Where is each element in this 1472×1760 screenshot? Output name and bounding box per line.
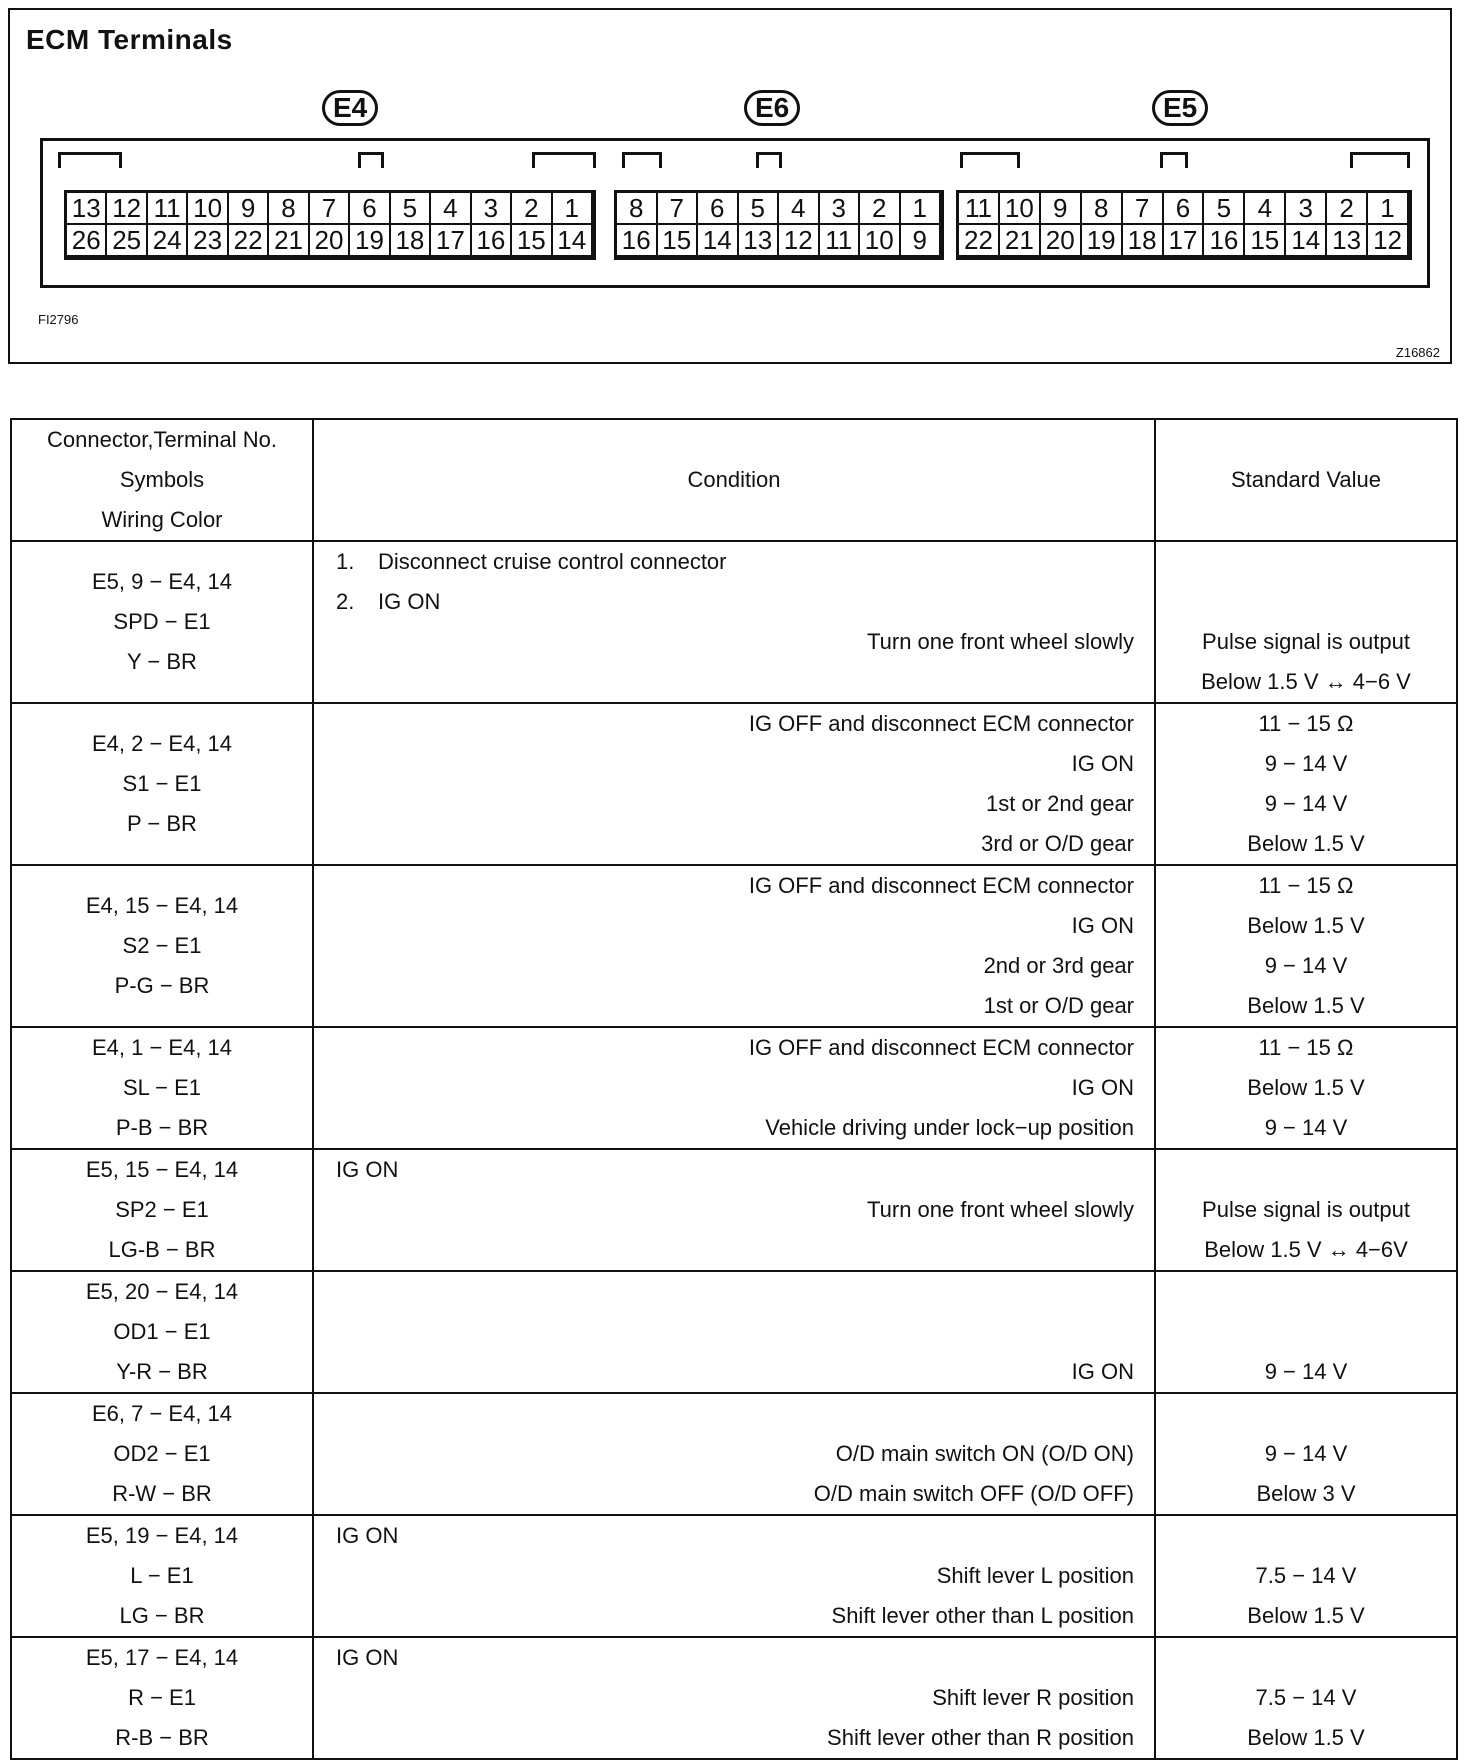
terminal-pin: 16 xyxy=(617,225,658,257)
connector-label-e6: E6 xyxy=(744,90,800,126)
standard-value-line: Below 1.5 V ↔ 4−6V xyxy=(1204,1237,1408,1262)
standard-value-line: 9 − 14 V xyxy=(1264,1441,1348,1466)
table-row xyxy=(11,1637,1457,1759)
condition-line: Shift lever L position xyxy=(936,1563,1134,1588)
terminal-line: E4, 1 − E4, 14 xyxy=(91,1035,233,1060)
condition-line: 2nd or 3rd gear xyxy=(983,953,1134,978)
connector-label-e4: E4 xyxy=(322,90,378,126)
terminal-pin: 11 xyxy=(959,193,1000,225)
standard-value-cell xyxy=(1155,1515,1457,1637)
figure-code-secondary: Z16862 xyxy=(1395,345,1440,360)
standard-value-line: Below 1.5 V xyxy=(1247,1603,1365,1628)
table-row xyxy=(11,1515,1457,1637)
terminal-pin: 13 xyxy=(67,193,107,225)
terminal-line: E5, 15 − E4, 14 xyxy=(85,1157,239,1182)
terminal-pin: 13 xyxy=(1327,225,1368,257)
standard-value-line: Pulse signal is output xyxy=(1202,629,1410,654)
terminal-pin: 14 xyxy=(698,225,739,257)
terminal-pin: 4 xyxy=(779,193,820,225)
condition-cell xyxy=(313,703,1155,865)
terminal-line: SP2 − E1 xyxy=(115,1197,209,1222)
step-number: 2. xyxy=(336,589,355,614)
terminal-pin: 13 xyxy=(739,225,780,257)
standard-value-cell xyxy=(1155,541,1457,703)
terminal-inspection-table xyxy=(10,418,1458,1760)
terminal-pin: 4 xyxy=(1245,193,1286,225)
terminal-pin: 10 xyxy=(860,225,901,257)
terminal-pin: 4 xyxy=(431,193,471,225)
terminal-line: LG − BR xyxy=(119,1603,205,1628)
table-row xyxy=(11,1271,1457,1393)
terminal-line: R − E1 xyxy=(128,1685,196,1710)
terminal-line: E5, 20 − E4, 14 xyxy=(85,1279,239,1304)
condition-cell xyxy=(313,1637,1155,1759)
condition-line: O/D main switch ON (O/D ON) xyxy=(835,1441,1134,1466)
condition-line: IG ON xyxy=(1071,1359,1134,1384)
terminal-line: R-B − BR xyxy=(115,1725,209,1750)
terminal-pin: 7 xyxy=(658,193,699,225)
condition-step xyxy=(314,1516,1154,1556)
table-header-row xyxy=(11,419,1457,541)
standard-value-line: 9 − 14 V xyxy=(1264,751,1348,776)
step-text: IG ON xyxy=(378,589,441,614)
standard-value-line: 11 − 15 Ω xyxy=(1258,873,1354,898)
terminal-pin: 10 xyxy=(1000,193,1041,225)
standard-value-line: Pulse signal is output xyxy=(1202,1197,1410,1222)
terminal-pin: 17 xyxy=(431,225,471,257)
standard-value-line: 11 − 15 Ω xyxy=(1258,711,1354,736)
terminal-pin: 9 xyxy=(229,193,269,225)
header-condition: Condition xyxy=(313,419,1155,541)
terminal-line: SPD − E1 xyxy=(113,609,211,634)
terminal-cell xyxy=(11,1027,313,1149)
step-text: IG ON xyxy=(336,1645,399,1670)
terminal-pin: 14 xyxy=(553,225,593,257)
condition-line: Shift lever other than R position xyxy=(827,1725,1134,1750)
standard-value-line: 9 − 14 V xyxy=(1264,791,1348,816)
standard-value-line: 9 − 14 V xyxy=(1264,1359,1348,1384)
condition-line: 3rd or O/D gear xyxy=(981,831,1134,856)
standard-value-cell xyxy=(1155,1027,1457,1149)
terminal-pin: 7 xyxy=(1123,193,1164,225)
figure-code: FI2796 xyxy=(38,312,79,327)
terminal-cell xyxy=(11,1149,313,1271)
terminal-pin: 15 xyxy=(658,225,699,257)
terminal-pin: 3 xyxy=(820,193,861,225)
connector-key xyxy=(58,152,122,168)
terminal-line: OD2 − E1 xyxy=(113,1441,211,1466)
terminal-pin: 18 xyxy=(1123,225,1164,257)
terminal-cell xyxy=(11,1515,313,1637)
condition-cell xyxy=(313,1393,1155,1515)
header-terminal xyxy=(11,419,313,541)
terminal-pin: 8 xyxy=(269,193,309,225)
terminal-pin: 14 xyxy=(1286,225,1327,257)
terminal-pin: 19 xyxy=(1082,225,1123,257)
connector-key xyxy=(1160,152,1188,168)
table-row xyxy=(11,865,1457,1027)
terminal-line: E5, 17 − E4, 14 xyxy=(85,1645,239,1670)
standard-value-line: Below 1.5 V ↔ 4−6 V xyxy=(1201,669,1411,694)
standard-value-line: 11 − 15 Ω xyxy=(1258,1035,1354,1060)
standard-value-line: Below 1.5 V xyxy=(1247,1725,1365,1750)
terminal-line: LG-B − BR xyxy=(108,1237,216,1262)
standard-value-line: 9 − 14 V xyxy=(1264,953,1348,978)
terminal-pin: 21 xyxy=(269,225,309,257)
terminal-pin: 15 xyxy=(512,225,552,257)
terminal-pin: 18 xyxy=(391,225,431,257)
terminal-line: P-B − BR xyxy=(115,1115,209,1140)
standard-value-line: Below 1.5 V xyxy=(1247,993,1365,1018)
connector-key xyxy=(622,152,662,168)
terminal-pin: 2 xyxy=(1327,193,1368,225)
terminal-pin: 3 xyxy=(472,193,512,225)
terminal-line: Y-R − BR xyxy=(116,1359,208,1384)
connector-key xyxy=(756,152,782,168)
terminal-pin: 25 xyxy=(107,225,147,257)
table-row xyxy=(11,1393,1457,1515)
connector-key xyxy=(358,152,384,168)
condition-cell xyxy=(313,1149,1155,1271)
terminal-pin: 5 xyxy=(739,193,780,225)
terminal-pin: 3 xyxy=(1286,193,1327,225)
terminal-pin: 5 xyxy=(391,193,431,225)
terminal-pin: 12 xyxy=(1368,225,1409,257)
standard-value-cell xyxy=(1155,1637,1457,1759)
condition-cell xyxy=(313,1027,1155,1149)
terminal-cell xyxy=(11,1637,313,1759)
condition-cell xyxy=(313,1515,1155,1637)
step-text: IG ON xyxy=(336,1523,399,1548)
condition-line: Turn one front wheel slowly xyxy=(867,629,1134,654)
condition-step xyxy=(314,1150,1154,1190)
terminal-cell xyxy=(11,1393,313,1515)
condition-line: IG OFF and disconnect ECM connector xyxy=(748,1035,1134,1060)
terminal-pin: 6 xyxy=(698,193,739,225)
terminal-line: E5, 19 − E4, 14 xyxy=(85,1523,239,1548)
ecm-terminal-diagram xyxy=(8,8,1452,364)
terminal-line: E5, 9 − E4, 14 xyxy=(91,569,233,594)
terminal-line: E4, 15 − E4, 14 xyxy=(85,893,239,918)
terminal-line: S2 − E1 xyxy=(122,933,202,958)
standard-value-line: 7.5 − 14 V xyxy=(1255,1685,1357,1710)
connector-e5-pins xyxy=(956,190,1412,260)
terminal-pin: 6 xyxy=(1164,193,1205,225)
terminal-pin: 1 xyxy=(553,193,593,225)
terminal-pin: 22 xyxy=(959,225,1000,257)
terminal-line: L − E1 xyxy=(130,1563,194,1588)
condition-line: IG ON xyxy=(1071,751,1134,776)
terminal-cell xyxy=(11,541,313,703)
condition-line: IG OFF and disconnect ECM connector xyxy=(748,873,1134,898)
condition-step xyxy=(314,1638,1154,1678)
connector-e4-pins xyxy=(64,190,596,260)
table-row xyxy=(11,1149,1457,1271)
condition-line xyxy=(314,1230,1154,1270)
terminal-pin: 22 xyxy=(229,225,269,257)
terminal-pin: 8 xyxy=(1082,193,1123,225)
standard-value-line: 7.5 − 14 V xyxy=(1255,1563,1357,1588)
condition-line: Shift lever R position xyxy=(932,1685,1134,1710)
terminal-pin: 11 xyxy=(820,225,861,257)
terminal-pin: 23 xyxy=(188,225,228,257)
condition-cell xyxy=(313,541,1155,703)
terminal-pin: 6 xyxy=(350,193,390,225)
terminal-line: P-G − BR xyxy=(114,973,210,998)
condition-cell xyxy=(313,865,1155,1027)
condition-line: IG ON xyxy=(1071,1075,1134,1100)
terminal-pin: 20 xyxy=(310,225,350,257)
terminal-line: SL − E1 xyxy=(122,1075,202,1100)
condition-line: IG ON xyxy=(1071,913,1134,938)
table-row xyxy=(11,1027,1457,1149)
terminal-pin: 11 xyxy=(148,193,188,225)
terminal-line: P − BR xyxy=(127,811,197,836)
terminal-pin: 24 xyxy=(148,225,188,257)
standard-value-line: 9 − 14 V xyxy=(1264,1115,1348,1140)
terminal-pin: 2 xyxy=(512,193,552,225)
terminal-pin: 12 xyxy=(107,193,147,225)
terminal-pin: 17 xyxy=(1164,225,1205,257)
terminal-pin: 1 xyxy=(901,193,942,225)
terminal-pin: 7 xyxy=(310,193,350,225)
connector-label-e5: E5 xyxy=(1152,90,1208,126)
header-terminal-line: Symbols xyxy=(119,467,205,492)
header-terminal-line: Connector,Terminal No. xyxy=(47,427,277,452)
standard-value-cell xyxy=(1155,1271,1457,1393)
standard-value-cell xyxy=(1155,1393,1457,1515)
terminal-line: S1 − E1 xyxy=(122,771,202,796)
terminal-cell xyxy=(11,703,313,865)
condition-line xyxy=(314,662,1154,702)
terminal-line: R-W − BR xyxy=(112,1481,212,1506)
condition-cell xyxy=(313,1271,1155,1393)
header-standard-value: Standard Value xyxy=(1155,419,1457,541)
terminal-line: OD1 − E1 xyxy=(113,1319,211,1344)
terminal-pin: 10 xyxy=(188,193,228,225)
terminal-pin: 9 xyxy=(1041,193,1082,225)
standard-value-cell xyxy=(1155,865,1457,1027)
terminal-pin: 5 xyxy=(1204,193,1245,225)
standard-value-line: Below 1.5 V xyxy=(1247,831,1365,856)
condition-step xyxy=(314,542,1154,582)
terminal-pin: 21 xyxy=(1000,225,1041,257)
condition-line: 1st or O/D gear xyxy=(983,993,1134,1018)
connector-key xyxy=(960,152,1020,168)
table-row xyxy=(11,541,1457,703)
standard-value-line: Below 3 V xyxy=(1256,1481,1356,1506)
condition-line: 1st or 2nd gear xyxy=(986,791,1134,816)
terminal-pin: 26 xyxy=(67,225,107,257)
terminal-pin: 8 xyxy=(617,193,658,225)
terminal-line: E4, 2 − E4, 14 xyxy=(91,731,233,756)
terminal-line: E6, 7 − E4, 14 xyxy=(91,1401,233,1426)
standard-value-cell xyxy=(1155,1149,1457,1271)
terminal-pin: 16 xyxy=(472,225,512,257)
standard-value-line: Below 1.5 V xyxy=(1247,913,1365,938)
connector-key xyxy=(532,152,596,168)
header-terminal-line: Wiring Color xyxy=(101,507,223,532)
step-text: IG ON xyxy=(336,1157,399,1182)
standard-value-line: Below 1.5 V xyxy=(1247,1075,1365,1100)
condition-line: IG OFF and disconnect ECM connector xyxy=(748,711,1134,736)
terminal-pin: 1 xyxy=(1368,193,1409,225)
diagram-title: ECM Terminals xyxy=(26,24,233,55)
terminal-pin: 20 xyxy=(1041,225,1082,257)
condition-line: Turn one front wheel slowly xyxy=(867,1197,1134,1222)
terminal-cell xyxy=(11,1271,313,1393)
condition-step xyxy=(314,582,1154,622)
condition-line: Vehicle driving under lock−up position xyxy=(765,1115,1134,1140)
terminal-cell xyxy=(11,865,313,1027)
step-text: Disconnect cruise control connector xyxy=(378,549,727,574)
step-number: 1. xyxy=(336,549,355,574)
condition-line: O/D main switch OFF (O/D OFF) xyxy=(813,1481,1134,1506)
connector-key xyxy=(1350,152,1410,168)
connector-e6-pins xyxy=(614,190,944,260)
terminal-pin: 12 xyxy=(779,225,820,257)
terminal-pin: 2 xyxy=(860,193,901,225)
standard-value-cell xyxy=(1155,703,1457,865)
terminal-pin: 9 xyxy=(901,225,942,257)
terminal-pin: 19 xyxy=(350,225,390,257)
condition-line: Shift lever other than L position xyxy=(831,1603,1134,1628)
terminal-pin: 16 xyxy=(1204,225,1245,257)
terminal-pin: 15 xyxy=(1245,225,1286,257)
table-row xyxy=(11,703,1457,865)
terminal-line: Y − BR xyxy=(127,649,197,674)
